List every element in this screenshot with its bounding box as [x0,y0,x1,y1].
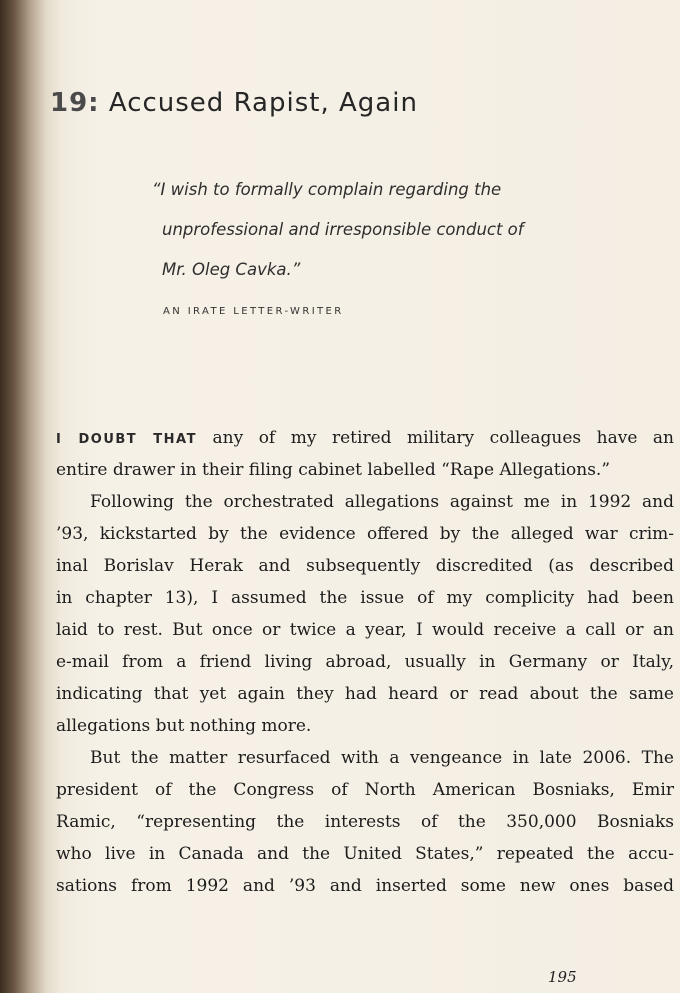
text-line: in chapter 13), I assumed the issue of my complicity had been [56,588,674,608]
epigraph-line: unprofessional and irresponsible conduct of [162,220,524,239]
text-line: laid to rest. But once or twice a year, I would receive a call or an [56,620,674,640]
text-line: entire drawer in their filing cabinet labelled “Rape Allegations.” [56,460,611,480]
text-line: But the matter resurfaced with a vengeance in late 2006. The [90,748,674,768]
text-line: who live in Canada and the United States,” repeated the accu- [56,844,674,864]
text-line: Following the orchestrated allegations against me in 1992 and [90,492,674,512]
chapter-title: Accused Rapist, Again [108,88,418,118]
text-line: indicating that yet again they had heard or read about the same [56,684,674,704]
epigraph-line: Mr. Oleg Cavka.” [162,260,301,279]
text-line: president of the Congress of North American Bosniaks, Emir [56,780,674,800]
text-line: Ramic, “representing the interests of the 350,000 Bosniaks [56,812,674,832]
text-line: inal Borislav Herak and subsequently discredited (as described [56,556,674,576]
text-line: sations from 1992 and ’93 and inserted some new ones based [56,876,674,896]
epigraph-line: “I wish to formally complain regarding the [152,180,502,199]
chapter-heading [50,88,418,118]
chapter-number: 19: [50,88,100,118]
opening-words: I DOUBT THAT [56,432,197,447]
text-line: ’93, kickstarted by the evidence offered by the alleged war crim- [56,524,674,544]
text-line-content: any of my retired military colleagues have an [196,428,674,448]
epigraph-attribution: AN IRATE LETTER-WRITER [163,306,344,317]
text-line: allegations but nothing more. [56,716,312,736]
text-line: e-mail from a friend living abroad, usually in Germany or Italy, [56,652,674,672]
text-line [0,422,680,454]
page-number: 195 [548,968,577,986]
epigraph [152,178,622,298]
body-text [0,422,680,902]
